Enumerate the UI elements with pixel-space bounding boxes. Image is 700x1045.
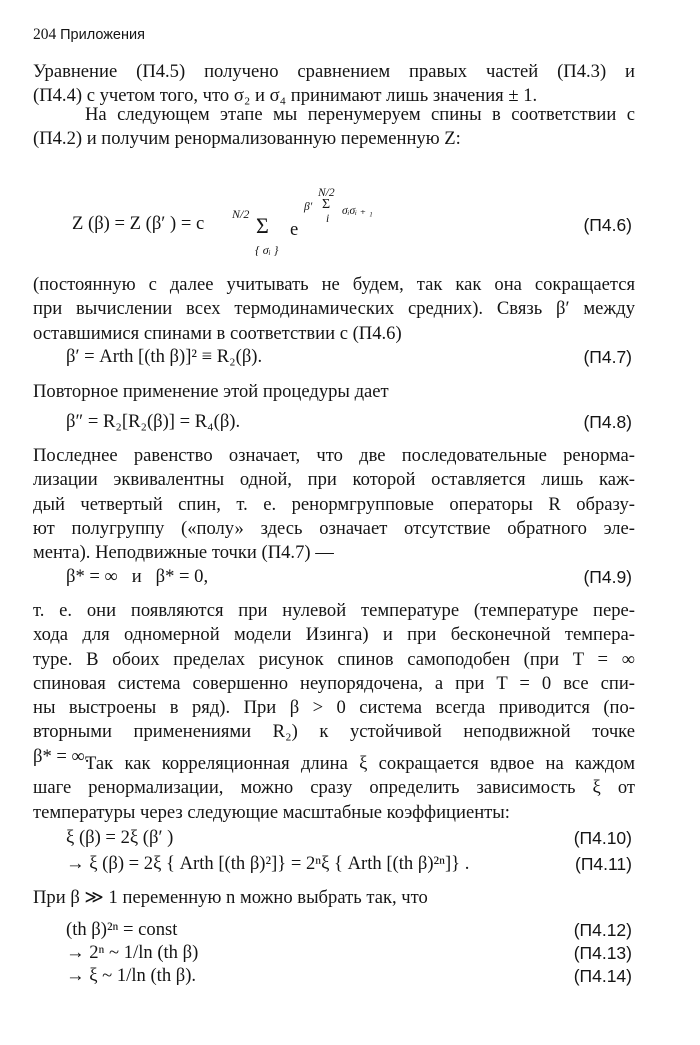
equation-p4-12: [0, 918, 700, 942]
paragraph-8: [33, 886, 635, 910]
text-line: (П4.2) и получим ренормализованную переменную Z:: [33, 128, 461, 150]
equation-body: → ξ (β) = 2ξ { Arth [(th β)²]} = 2ⁿξ { Arth [(th β)²ⁿ]} .: [66, 853, 470, 874]
text-line: β* = ∞.: [33, 745, 90, 767]
text-line: оставшимися спинами в соответствии с (П4.6): [33, 322, 402, 344]
inner-sum-index: i: [326, 213, 330, 225]
equation-number: (П4.11): [575, 854, 632, 874]
section-title: Приложения: [60, 27, 145, 43]
equation-number: (П4.9): [583, 567, 632, 587]
sum-index: { σᵢ }: [255, 243, 279, 257]
text-line: температуры через следующие масштабные коэффициенты:: [33, 801, 510, 823]
paragraph-2: [33, 103, 635, 152]
equation-exponent: N/2: [232, 207, 250, 221]
text-line: Так как корреляционная длина ξ сокращается вдвое на каждом: [85, 753, 635, 774]
text-line: (П4.4) с учетом того, что σ₂ и σ₄ принимают лишь значения ± 1.: [33, 85, 538, 107]
running-head: [33, 26, 145, 44]
text-line: (постоянную c далее учитывать не будем, так как она сокращается: [33, 274, 635, 295]
text-line: спиновая система совершенно неупорядочена, а при T = 0 все спи-: [33, 672, 635, 694]
page-number: 204: [33, 26, 57, 43]
text-line: шаге ренормализации, можно сразу определить зависимость ξ от: [33, 777, 635, 799]
equation-p4-13: [0, 941, 700, 965]
equation-p4-7: [0, 345, 700, 369]
equation-number: (П4.6): [583, 215, 632, 235]
text-line: ны выстроены в ряд). При β > 0 система всегда приводится (по-: [33, 697, 635, 719]
text-line: При β ≫ 1 переменную n можно выбрать так, что: [33, 887, 428, 908]
text-line: вторными применениями R₂) к устойчивой неподвижной точке: [33, 721, 635, 743]
equation-body: → 2ⁿ ~ 1/ln (th β): [66, 942, 199, 963]
text-line: при вычислении всех термодинамических средних). Связь β′ между: [33, 298, 635, 320]
equation-number: (П4.14): [573, 966, 632, 986]
inner-sum-symbol: Σ: [322, 197, 331, 212]
paragraph-7: [33, 752, 635, 825]
equation-body: β′ = Arth [(th β)]² ≡ R₂(β).: [66, 346, 263, 367]
equation-number: (П4.7): [583, 347, 632, 367]
paragraph-1: [33, 60, 635, 109]
text-line: дый четвертый спин, т. е. ренормгрупповые операторы R образу-: [33, 493, 635, 515]
equation-p4-6: [0, 185, 700, 275]
sum-upper-limit: N/2: [318, 187, 335, 199]
text-line: мента). Неподвижные точки (П4.7) —: [33, 542, 334, 564]
text-line: Последнее равенство означает, что две последовательные ренорма-: [33, 445, 635, 466]
equation-p4-11: [0, 852, 700, 876]
paragraph-3: [33, 273, 635, 346]
equation-p4-8: [0, 410, 700, 434]
equation-p4-9: [0, 565, 700, 589]
text-line: Уравнение (П4.5) получено сравнением правых частей (П4.3) и: [33, 61, 635, 82]
equation-body: (th β)²ⁿ = const: [66, 919, 178, 940]
text-line: туре. В обоих пределах рисунок спинов самоподобен (при T = ∞: [33, 648, 635, 670]
equation-body: → ξ ~ 1/ln (th β).: [66, 965, 197, 986]
paragraph-5: [33, 444, 635, 565]
equation-number: (П4.13): [573, 943, 632, 963]
equation-number: (П4.8): [583, 412, 632, 432]
equation-body: ξ (β) = 2ξ (β′ ): [66, 827, 174, 848]
text-line: Повторное применение этой процедуры дает: [33, 381, 389, 402]
exp-beta: β′: [304, 201, 313, 213]
sum-symbol: Σ: [256, 213, 269, 238]
equation-body: β″ = R₂[R₂(β)] = R₄(β).: [66, 411, 241, 432]
equation-lhs: Z (β) = Z (β′ ) = c: [72, 213, 205, 234]
paragraph-4: [33, 380, 635, 404]
exp-base: e: [290, 219, 299, 240]
paragraph-6: [33, 599, 635, 769]
text-line: лизации эквивалентны одной, при которой оставляется лишь каж-: [33, 469, 635, 491]
spin-product: σᵢσᵢ ₊ ₁: [342, 205, 373, 217]
equation-p4-10: [0, 826, 700, 850]
text-line: т. е. они появляются при нулевой температуре (температуре пере-: [33, 600, 635, 621]
equation-number: (П4.10): [573, 828, 632, 848]
text-line: На следующем этапе мы перенумеруем спины в соответствии с: [85, 104, 635, 125]
text-line: хода для одномерной модели Изинга) и при бесконечной темпера-: [33, 624, 635, 646]
equation-number: (П4.12): [573, 920, 632, 940]
exponent-block: [302, 185, 392, 225]
equation-p4-14: [0, 964, 700, 988]
text-line: ют полугруппу («полу» здесь означает отсутствие обратного эле-: [33, 517, 635, 539]
equation-body: β* = ∞ и β* = 0,: [66, 566, 209, 587]
